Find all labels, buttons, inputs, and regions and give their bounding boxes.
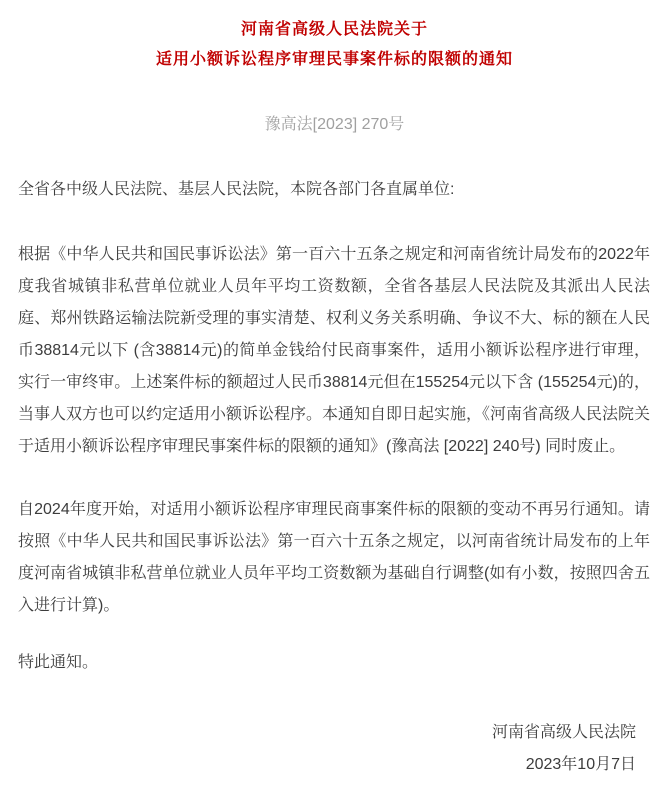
notice-title-line-2: 适用小额诉讼程序审理民事案件标的限额的通知 <box>155 51 513 68</box>
paragraph-limit-rule: 根据《中华人民共和国民事诉讼法》第一百六十五条之规定和河南省统计局发布的2022年度我省城镇非私营单位就业人员年平均工资数额，全省各基层人民法院及其派出人民法庭、郑州铁路运输法院新受理的事实清楚、权利义务关系明确、争议不大、标的额在人民币38814元以下 (含38814元)的简单金钱给付民商事案件，适用小额诉讼程序进行审理，实行一审终审。上述案件标的额超过人民币38814元但在155254元以下含 (155254元)的，当事人双方也可以约定适用小额诉讼程序。本通知自即日起实施，《河南省高级人民法院关于适用小额诉讼程序审理民事案件标的限额的通知》(豫高法 [2022] 240号) 同时废止。 <box>18 246 651 455</box>
issue-date: 2023年10月7日 <box>525 756 636 773</box>
document-number: 豫高法[2023] 270号 <box>264 116 405 133</box>
notice-body <box>0 174 669 781</box>
closing-line: 特此通知。 <box>18 654 99 671</box>
notice-title-line-1: 河南省高级人民法院关于 <box>240 21 428 38</box>
notice-title <box>0 0 669 75</box>
paragraph-adjustment-rule: 自2024年度开始，对适用小额诉讼程序审理民商事案件标的限额的变动不再另行通知。请按照《中华人民共和国民事诉讼法》第一百六十五条之规定，以河南省统计局发布的上年度河南省城镇非私营单位就业人员年平均工资数额为基础自行调整(如有小数，按照四舍五入进行计算)。 <box>18 501 650 614</box>
signature-block <box>18 717 650 781</box>
salutation: 全省各中级人民法院、基层人民法院，本院各部门各直属单位: <box>18 181 455 198</box>
issuer-name: 河南省高级人民法院 <box>491 724 636 741</box>
